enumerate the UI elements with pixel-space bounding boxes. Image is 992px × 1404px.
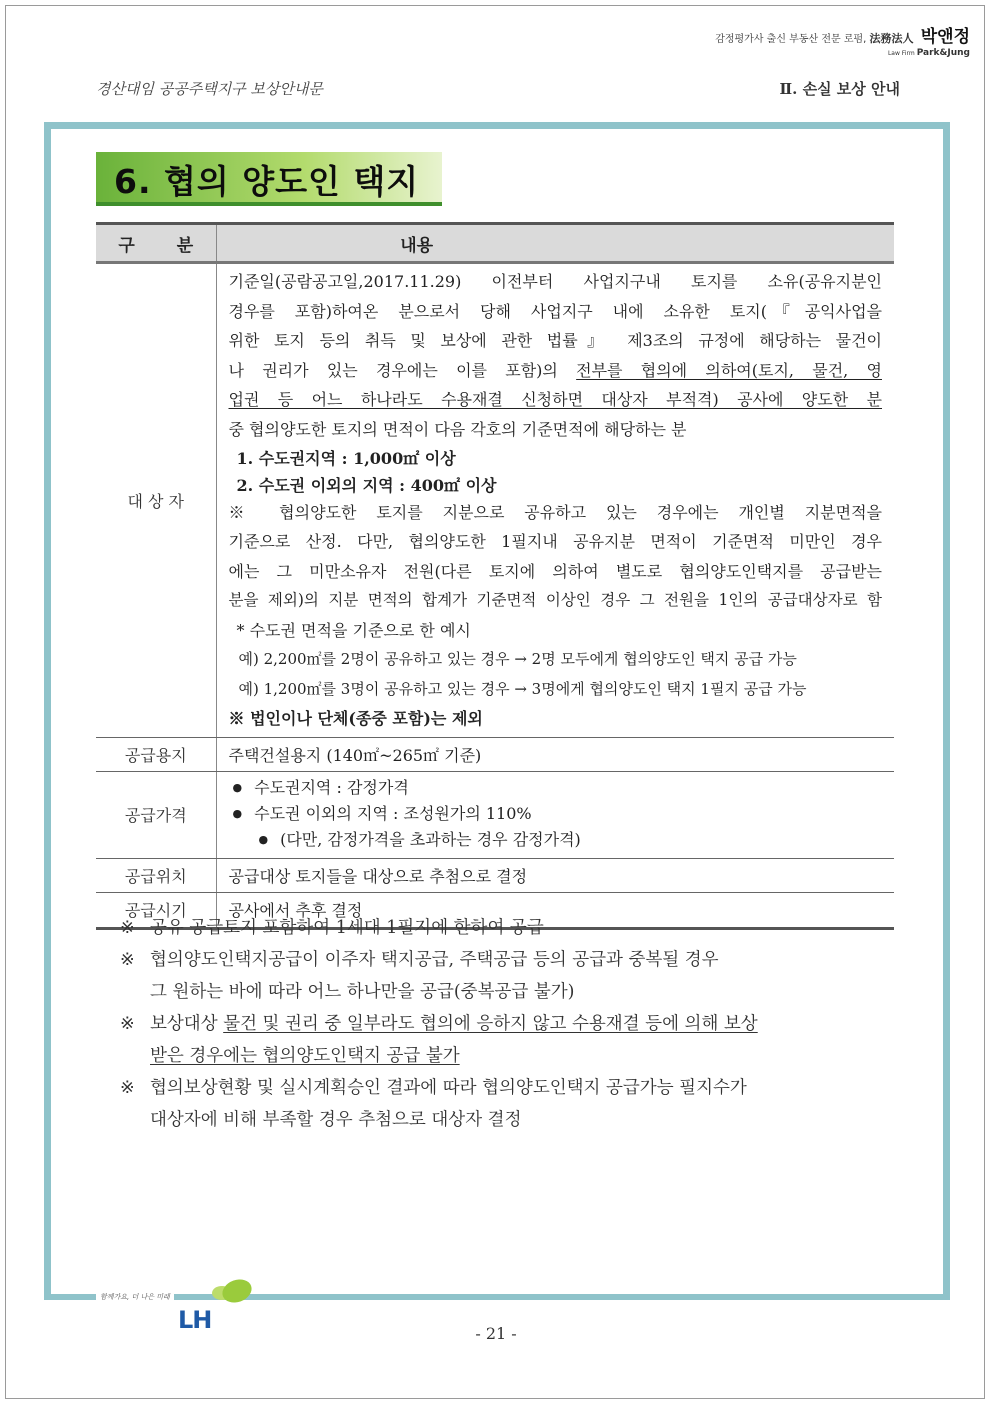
note-3 xyxy=(120,1008,890,1072)
supply-time-text: 공사에서 추후 결정 xyxy=(228,901,363,920)
target-line-2: 경우를 포함)하여온 분으로서 당해 사업지구 내에 소유한 토지(『공익사업을 xyxy=(228,301,882,321)
firm-header xyxy=(715,22,970,47)
note-4-line-2: 대상자에 비해 부족할 경우 추첨으로 대상자 결정 xyxy=(150,1110,522,1130)
note-1-text: 공유 공급토지 포함하여 1세대 1필지에 한하여 공급 xyxy=(150,918,544,938)
firm-type: 法務法人 xyxy=(869,32,914,45)
criteria-2: 2. 수도권 이외의 지역 : 400㎡ 이상 xyxy=(236,475,497,495)
price-item-continuation xyxy=(233,828,883,854)
note-3-marker: ※ xyxy=(120,1014,135,1034)
note-4 xyxy=(120,1072,890,1136)
section-title-box xyxy=(96,152,442,206)
note-4-marker: ※ xyxy=(120,1078,135,1098)
target-line-4 xyxy=(229,356,883,386)
target-line-4b: 전부를 협의에 의하여(토지, 물건, 영 xyxy=(576,360,882,380)
note-1 xyxy=(120,912,890,944)
section-title: 6. 협의 양도인 택지 xyxy=(114,162,420,201)
example-2: 예) 1,200㎡를 3명이 공유하고 있는 경우 → 3명에게 협의양도인 택지 1필지 공급 가능 xyxy=(238,679,807,698)
section-label: Ⅱ. 손실 보상 안내 xyxy=(779,80,900,98)
cell-supply-location xyxy=(216,858,894,892)
firm-description: 감정평가사 출신 부동산 전문 로펌, xyxy=(715,34,867,45)
row-target xyxy=(96,263,894,738)
note-1-marker: ※ xyxy=(120,918,135,938)
row-supply-price xyxy=(96,771,894,858)
note-4-line-1: 협의보상현황 및 실시계획승인 결과에 따라 협의양도인택지 공급가능 필지수가 xyxy=(150,1078,747,1098)
notes-section xyxy=(120,912,890,1136)
price-item-2: ● 수도권 이외의 지역 : 조성원가의 110% xyxy=(233,802,883,828)
share-note-4: 분을 제외)의 지분 면적의 합계가 기준면적 이상인 경우 그 전원을 1인의 공급대상자로 함 xyxy=(228,591,882,609)
share-note-2: 기준으로 산정. 다만, 협의양도한 1필지내 공유지분 면적이 기준면적 미만인 경우 xyxy=(228,532,882,551)
firm-name: 박앤정 xyxy=(920,27,970,47)
target-line-6: 중 협의양도한 토지의 면적이 다음 각호의 기준면적에 해당하는 분 xyxy=(228,419,687,439)
criteria-1: 1. 수도권지역 : 1,000㎡ 이상 xyxy=(236,449,456,468)
example-title: * 수도권 면적을 기준으로 한 예시 xyxy=(236,620,471,640)
target-line-5-underlined: 업권 등 어느 하나라도 수용재결 신청하면 대상자 부적격) 공사에 양도한 분 xyxy=(228,390,882,409)
note-3-line-1 xyxy=(150,1008,890,1040)
example-1: 예) 2,200㎡를 2명이 공유하고 있는 경우 → 2명 모두에게 협의양도인 택지 공급 가능 xyxy=(238,650,797,668)
target-line-1: 기준일(공람공고일,2017.11.29) 이전부터 사업지구내 토지를 소유(공유지분인 xyxy=(228,272,882,291)
firm-en-prefix: Law Firm xyxy=(887,50,915,57)
note-2-line-2: 그 원하는 바에 따라 어느 하나만을 공급(중복공급 불가) xyxy=(150,982,575,1002)
note-3-underlined-2: 받은 경우에는 협의양도인택지 공급 불가 xyxy=(150,1046,460,1066)
info-table xyxy=(96,222,894,930)
header-content-text: 내용 xyxy=(400,235,434,256)
lh-logo-text: LH xyxy=(178,1306,212,1334)
target-line-4a: 나 권리가 있는 경우에는 이를 포함)의 xyxy=(228,360,577,380)
row-supply-use xyxy=(96,737,894,771)
label-supply-use: 공급용지 xyxy=(96,737,216,771)
share-note-1: ※ 협의양도한 토지를 지분으로 공유하고 있는 경우에는 개인별 지분면적을 xyxy=(228,502,882,522)
note-2 xyxy=(120,944,890,1008)
note-2-marker: ※ xyxy=(120,950,135,970)
firm-english-name xyxy=(888,48,970,58)
label-target: 대 상 자 xyxy=(96,263,216,738)
label-supply-time: 공급시기 xyxy=(96,892,216,928)
target-line-3: 위한 토지 등의 취득 및 보상에 관한 법률』 제3조의 규정에 해당하는 물건이 xyxy=(228,331,882,350)
note-3-line-2 xyxy=(150,1040,890,1072)
note-3-underlined-1: 물건 및 권리 중 일부라도 협의에 응하지 않고 수용재결 등에 의해 보상 xyxy=(223,1014,758,1034)
lh-slogan: 함께가요, 더 나은 미래 xyxy=(96,1292,174,1302)
row-supply-location xyxy=(96,858,894,892)
label-supply-location: 공급위치 xyxy=(96,858,216,892)
note-2-line-1: 협의양도인택지공급이 이주자 택지공급, 주택공급 등의 공급과 중복될 경우 xyxy=(150,950,719,970)
cell-supply-use xyxy=(216,737,894,771)
table-header-row xyxy=(96,224,894,263)
page-number: - 21 - xyxy=(475,1324,517,1343)
cell-target xyxy=(216,263,894,738)
lh-logo-leaf-large xyxy=(219,1276,255,1307)
firm-en-name: Park&Jung xyxy=(916,48,970,58)
share-note-3: 에는 그 미만소유자 전원(다른 토지에 의하여 별도로 협의양도인택지를 공급받는 xyxy=(228,561,882,581)
cell-supply-price xyxy=(216,771,894,858)
price-list xyxy=(233,776,883,854)
price-item-1: ● 수도권지역 : 감정가격 xyxy=(233,776,883,802)
header-category: 구 분 xyxy=(96,224,216,263)
document-subtitle: 경산대임 공공주택지구 보상안내문 xyxy=(96,80,323,98)
note-3-prefix: 보상대상 xyxy=(150,1014,224,1034)
supply-use-text: 주택건설용지 (140㎡~265㎡ 기준) xyxy=(228,745,482,765)
target-line-5 xyxy=(229,385,883,415)
header-content xyxy=(216,224,894,263)
label-supply-price: 공급가격 xyxy=(96,771,216,858)
exclusion-note: ※ 법인이나 단체(종중 포함)는 제외 xyxy=(228,709,483,728)
price-continuation-text: (다만, 감정가격을 초과하는 경우 감정가격) xyxy=(280,829,581,849)
supply-location-text: 공급대상 토지들을 대상으로 추첨으로 결정 xyxy=(228,866,528,886)
